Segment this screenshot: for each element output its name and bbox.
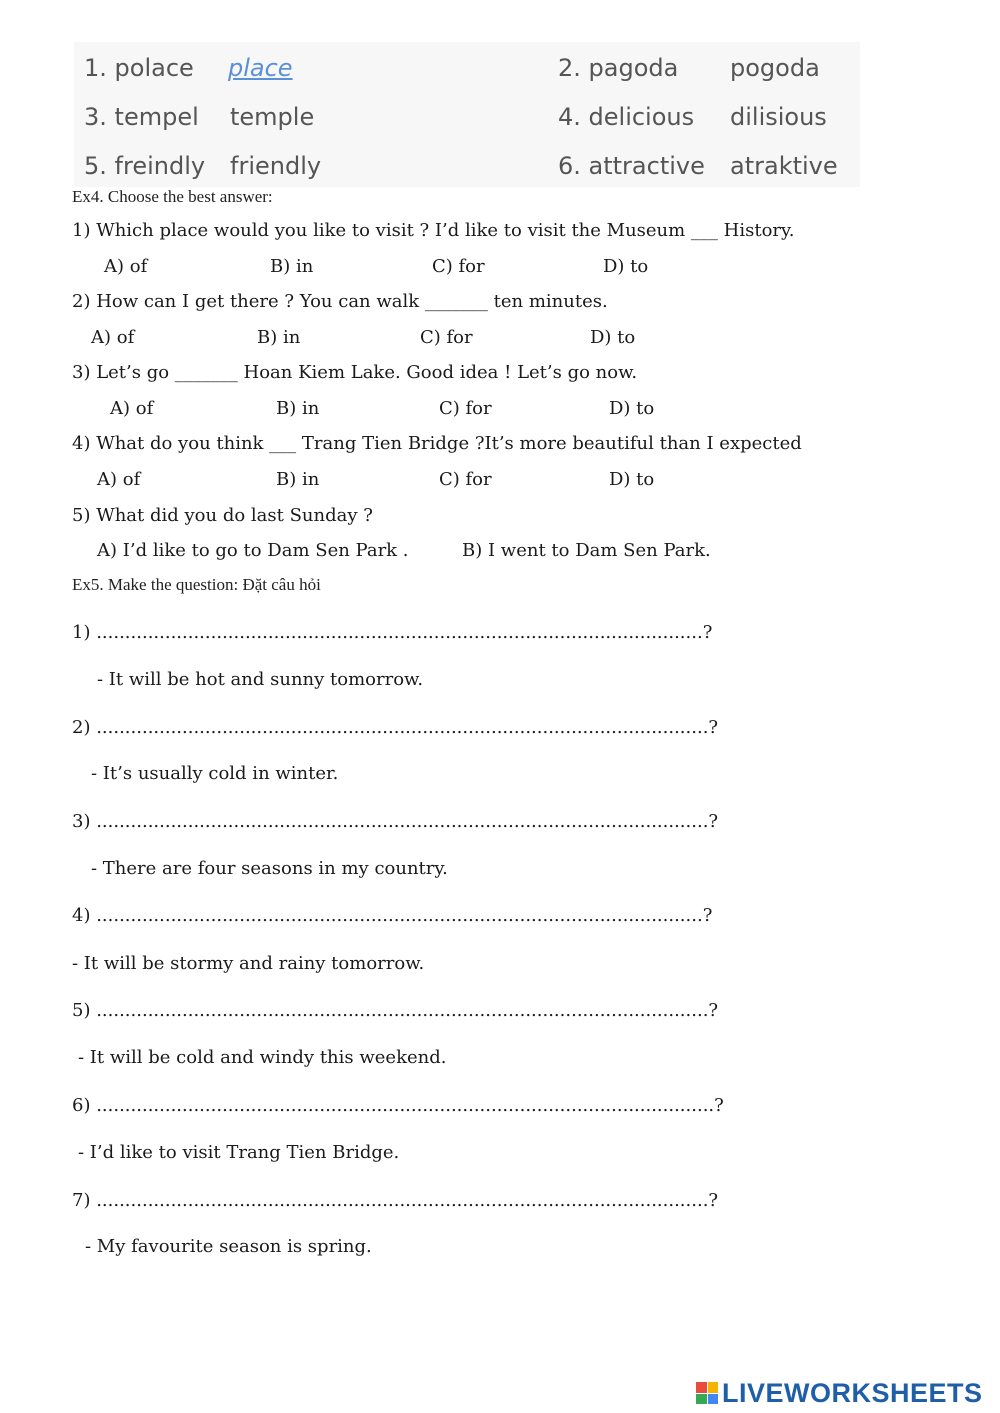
question-blank-line[interactable]: 3) ...........................................................................................................? bbox=[72, 811, 719, 832]
spelling-exercise bbox=[74, 42, 860, 187]
liveworksheets-logo bbox=[696, 1378, 983, 1408]
given-answer: - There are four seasons in my country. bbox=[91, 858, 448, 879]
question-blank-line[interactable]: 6) ............................................................................................................? bbox=[72, 1095, 724, 1116]
question-text: 3) Let’s go _______ Hoan Kiem Lake. Good idea ! Let’s go now. bbox=[72, 362, 638, 383]
question-blank-line[interactable]: 1) ..........................................................................................................? bbox=[72, 622, 713, 643]
spelling-answer: atraktive bbox=[730, 152, 838, 180]
given-answer: - It will be stormy and rainy tomorrow. bbox=[72, 953, 425, 974]
answer-option[interactable]: A) of bbox=[110, 398, 154, 419]
question-text: 1) Which place would you like to visit ? I’d like to visit the Museum ___ History. bbox=[72, 220, 795, 241]
question-blank-line[interactable]: 4) ..........................................................................................................? bbox=[72, 905, 713, 926]
answer-option[interactable]: C) for bbox=[439, 398, 492, 419]
answer-option[interactable]: D) to bbox=[609, 469, 655, 490]
answer-option[interactable]: B) I went to Dam Sen Park. bbox=[462, 540, 711, 561]
question-blank-line[interactable]: 7) ...........................................................................................................? bbox=[72, 1190, 719, 1211]
spelling-item-label: 5. freindly bbox=[84, 152, 206, 180]
spelling-answer: friendly bbox=[230, 152, 322, 180]
spelling-answer-input[interactable] bbox=[228, 54, 338, 82]
spelling-answer: temple bbox=[230, 103, 315, 131]
answer-option[interactable]: C) for bbox=[439, 469, 492, 490]
given-answer: - My favourite season is spring. bbox=[85, 1236, 372, 1257]
spelling-item-label: 3. tempel bbox=[84, 103, 199, 131]
answer-option[interactable]: C) for bbox=[420, 327, 473, 348]
question-blank-line[interactable]: 2) ...........................................................................................................? bbox=[72, 717, 719, 738]
ex4-title: Ex4. Choose the best answer: bbox=[72, 187, 273, 206]
question-text: 2) How can I get there ? You can walk _______ ten minutes. bbox=[72, 291, 608, 312]
given-answer: - It’s usually cold in winter. bbox=[91, 763, 339, 784]
spelling-item-label: 2. pagoda bbox=[558, 54, 679, 82]
question-text: 5) What did you do last Sunday ? bbox=[72, 505, 373, 526]
answer-option[interactable]: A) of bbox=[104, 256, 148, 277]
question-text: 4) What do you think ___ Trang Tien Bridge ?It’s more beautiful than I expected bbox=[72, 433, 802, 454]
spelling-answer: dilisious bbox=[730, 103, 827, 131]
spelling-item-label: 1. polace bbox=[84, 54, 194, 82]
answer-option[interactable]: D) to bbox=[603, 256, 649, 277]
given-answer: - It will be cold and windy this weekend. bbox=[78, 1047, 447, 1068]
answer-option[interactable]: D) to bbox=[609, 398, 655, 419]
answer-option[interactable]: B) in bbox=[276, 398, 320, 419]
answer-option[interactable]: B) in bbox=[276, 469, 320, 490]
liveworksheets-mark-icon bbox=[696, 1382, 718, 1404]
spelling-item-label: 4. delicious bbox=[558, 103, 695, 131]
spelling-answer: pogoda bbox=[730, 54, 820, 82]
answer-option[interactable]: A) of bbox=[91, 327, 135, 348]
ex5-title: Ex5. Make the question: Đặt câu hỏi bbox=[72, 575, 321, 594]
answer-option[interactable]: C) for bbox=[432, 256, 485, 277]
answer-option[interactable]: A) I’d like to go to Dam Sen Park . bbox=[97, 540, 409, 561]
brand-name: LIVEWORKSHEETS bbox=[722, 1377, 983, 1408]
answer-option[interactable]: B) in bbox=[257, 327, 301, 348]
spelling-item-label: 6. attractive bbox=[558, 152, 705, 180]
given-answer: - It will be hot and sunny tomorrow. bbox=[97, 669, 424, 690]
answer-option[interactable]: B) in bbox=[270, 256, 314, 277]
answer-option[interactable]: A) of bbox=[97, 469, 141, 490]
question-blank-line[interactable]: 5) ...........................................................................................................? bbox=[72, 1000, 719, 1021]
given-answer: - I’d like to visit Trang Tien Bridge. bbox=[78, 1142, 400, 1163]
answer-option[interactable]: D) to bbox=[590, 327, 636, 348]
